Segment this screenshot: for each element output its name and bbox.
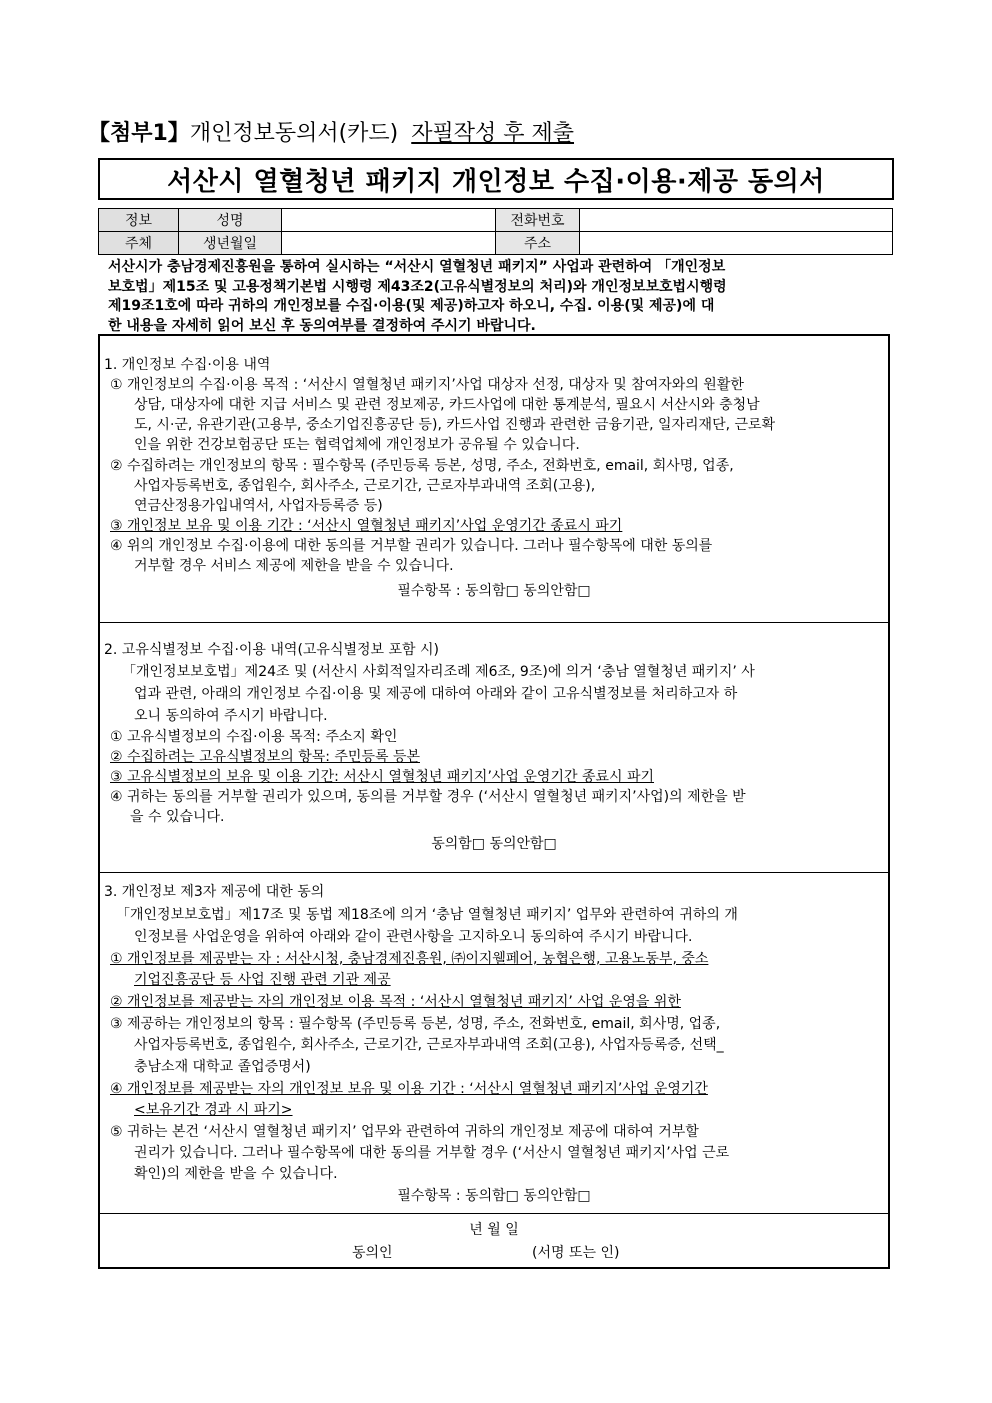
consent-box (98, 334, 890, 1269)
section-3-consent[interactable]: 필수항목 : 동의함□ 동의안함□ (397, 1188, 591, 1204)
section-1-line: ④ 위의 개인정보 수집·이용에 대한 동의를 거부할 권리가 있습니다. 그러나 필수항목에 대한 동의를 (110, 538, 713, 554)
section-2-line: 업과 관련, 아래의 개인정보 수집·이용 및 제공에 대하여 아래와 같이 고유식별정보를 처리하고자 하 (134, 686, 738, 702)
section-1-line: 도, 시·군, 유관기관(고용부, 중소기업진흥공단 등), 카드사업 진행과 관련한 금융기관, 일자리재단, 근로확 (134, 417, 776, 433)
consenter-label: 동의인 (352, 1245, 393, 1261)
birth-field[interactable] (282, 232, 496, 255)
section-2-line: 을 수 있습니다. (130, 809, 225, 825)
section-2-line: ① 고유식별정보의 수집·이용 목적: 주소지 확인 (110, 729, 398, 745)
section-3-line: 사업자등록번호, 종업원수, 회사주소, 근로기간, 근로자부과내역 조회(고용), 사업자등록증, 선택_ (134, 1037, 724, 1053)
info-table (98, 208, 893, 255)
section-3-heading: 3. 개인정보 제3자 제공에 대한 동의 (104, 884, 325, 900)
name-field[interactable] (282, 209, 496, 232)
section-1-heading: 1. 개인정보 수집·이용 내역 (104, 357, 271, 373)
signature-section (100, 1213, 888, 1270)
subject-label-1: 정보 (99, 209, 179, 232)
subject-label-2: 주체 (99, 232, 179, 255)
attachment-title: 개인정보동의서(카드) (189, 121, 399, 146)
section-2-line: 「개인정보보호법」제24조 및 (서산시 사회적일자리조례 제6조, 9조)에 의거 ‘충남 열혈청년 패키지’ 사 (122, 664, 755, 680)
section-3-line: ① 개인정보를 제공받는 자 : 서산시청, 충남경제진흥원, ㈜이지웰페어, 농협은행, 고용노동부, 중소 (110, 951, 709, 967)
attachment-label: 【첨부1】 (88, 121, 190, 146)
section-1-consent[interactable]: 필수항목 : 동의함□ 동의안함□ (397, 583, 591, 599)
section-3-line: 확인)의 제한을 받을 수 있습니다. (134, 1166, 338, 1182)
date-line[interactable]: 년 월 일 (469, 1222, 519, 1238)
address-label: 주소 (496, 232, 580, 255)
section-2-consent[interactable]: 동의함□ 동의안함□ (431, 836, 557, 852)
section-2-line: ③ 고유식별정보의 보유 및 이용 기간: 서산시 열혈청년 패키지’사업 운영기간 종료시 파기 (110, 769, 655, 785)
section-3-line: ④ 개인정보를 제공받는 자의 개인정보 보유 및 이용 기간 : ‘서산시 열혈청년 패키지’사업 운영기간 (110, 1081, 708, 1097)
section-3-line: 권리가 있습니다. 그러나 필수항목에 대한 동의를 거부할 경우 (‘서산시 열혈청년 패키지’사업 근로 (134, 1145, 730, 1161)
section-2 (100, 622, 888, 873)
attachment-header (88, 116, 574, 147)
section-3-line: 충남소재 대학교 졸업증명서) (134, 1059, 311, 1075)
section-1-line: ③ 개인정보 보유 및 이용 기간 : ‘서산시 열혈청년 패키지’사업 운영기간 종료시 파기 (110, 518, 623, 534)
intro-line: 보호법」제15조 및 고용정책기본법 시행령 제43조2(고유식별정보의 처리)와 개인정보보호법시행령 (108, 278, 727, 295)
section-2-line: ② 수집하려는 고유식별정보의 항목: 주민등록 등본 (110, 749, 420, 765)
intro-line: 한 내용을 자세히 읽어 보신 후 동의여부를 결정하여 주시기 바랍니다. (108, 317, 536, 334)
section-3-line: ② 개인정보를 제공받는 자의 개인정보 이용 목적 : ‘서산시 열혈청년 패키지’ 사업 운영을 위한 (110, 994, 681, 1010)
address-field[interactable] (580, 232, 893, 255)
document-title-box (98, 158, 894, 200)
section-1-line: 사업자등록번호, 종업원수, 회사주소, 근로기간, 근로자부과내역 조회(고용), (134, 478, 596, 494)
sign-hint[interactable]: (서명 또는 인) (532, 1245, 620, 1261)
section-3-line: 인정보를 사업운영을 위하여 아래와 같이 관련사항을 고지하오니 동의하여 주시기 바랍니다. (134, 929, 693, 945)
section-1-line: 거부할 경우 서비스 제공에 제한을 받을 수 있습니다. (134, 558, 454, 574)
attachment-note: 자필작성 후 제출 (411, 121, 575, 146)
section-1-line: ① 개인정보의 수집·이용 목적 : ‘서산시 열혈청년 패키지’사업 대상자 선정, 대상자 및 참여자와의 원활한 (110, 377, 744, 393)
intro-line: 서산시가 충남경제진흥원을 통하여 실시하는 “서산시 열혈청년 패키지” 사업과 관련하여 「개인정보 (108, 259, 726, 275)
section-1-line: ② 수집하려는 개인정보의 항목 : 필수항목 (주민등록 등본, 성명, 주소, 전화번호, email, 회사명, 업종, (110, 458, 734, 474)
section-3-line: ⑤ 귀하는 본건 ‘서산시 열혈청년 패키지’ 업무와 관련하여 귀하의 개인정보 제공에 대하여 거부할 (110, 1124, 699, 1140)
section-1-line: 연금산정용가입내역서, 사업자등록증 등) (134, 498, 383, 514)
section-1-line: 상담, 대상자에 대한 지급 서비스 및 관련 정보제공, 카드사업에 대한 통계분석, 필요시 서산시와 충청남 (134, 397, 760, 413)
section-3-line: <보유기간 경과 시 파기> (134, 1102, 293, 1118)
section-3-line: 「개인정보보호법」제17조 및 동법 제18조에 의거 ‘충남 열혈청년 패키지’ 업무와 관련하여 귀하의 개 (116, 907, 738, 923)
section-3 (100, 872, 888, 1214)
name-label: 성명 (179, 209, 282, 232)
intro-paragraph (108, 258, 890, 336)
phone-label: 전화번호 (496, 209, 580, 232)
phone-field[interactable] (580, 209, 893, 232)
section-1-line: 인을 위한 건강보험공단 또는 협력업체에 개인정보가 공유될 수 있습니다. (134, 437, 580, 453)
intro-line: 제19조1호에 따라 귀하의 개인정보를 수집·이용(및 제공)하고자 하오니, 수집. 이용(및 제공)에 대 (108, 298, 715, 314)
section-2-line: 오니 동의하여 주시기 바랍니다. (134, 708, 328, 724)
section-2-heading: 2. 고유식별정보 수집·이용 내역(고유식별정보 포함 시) (104, 642, 439, 658)
document-title: 서산시 열혈청년 패키지 개인정보 수집·이용·제공 동의서 (167, 166, 825, 197)
section-3-line: ③ 제공하는 개인정보의 항목 : 필수항목 (주민등록 등본, 성명, 주소, 전화번호, email, 회사명, 업종, (110, 1016, 721, 1032)
section-2-line: ④ 귀하는 동의를 거부할 권리가 있으며, 동의를 거부할 경우 (‘서산시 열혈청년 패키지’사업)의 제한을 받 (110, 789, 746, 805)
birth-label: 생년월일 (179, 232, 282, 255)
section-1 (100, 336, 888, 622)
section-3-line: 기업진흥공단 등 사업 진행 관련 기관 제공 (134, 972, 391, 988)
